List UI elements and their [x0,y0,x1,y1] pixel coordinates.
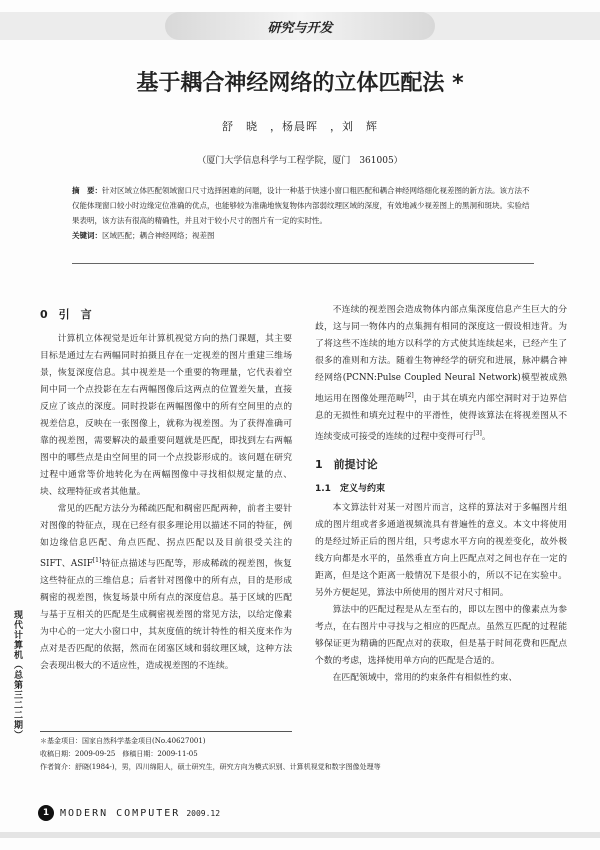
abstract-divider [72,263,534,264]
footnote-fund: ＊基金项目：国家自然科学基金项目(No.40627001) [40,737,206,745]
section-title: 研究与开发 [267,21,333,36]
footnote-divider [40,731,292,732]
section-paragraph-5: 算法中的匹配过程是从左至右的，即以左图中的像素点为参考点，在右图片中寻找与之相应的匹配点。虽然互匹配的过程能够保证更为精确的匹配点对的获取，但是基于时间花费和匹配点个数的考虑，选择使用单方向的匹配是合适的。 [315,604,567,666]
page-number: 1 [38,805,54,821]
article-title: 基于耦合神经网络的立体匹配法 * [136,71,464,96]
side-journal-label: 现代计算机（总第三二二期） [12,610,22,740]
intro-paragraph-1: 计算机立体视觉是近年计算机视觉方向的热门课题，其主要目标是通过左右两幅同时拍摄且存在一定视差的图片重建三维场景，恢复深度信息。其中视差是一个重要的物理量，它代表着空间中同一个点投影在左右两幅图像后这两点的位置差矢量，直接反应了该点的深度。同时投影在两幅图像中的所有空间里的点的视差信息，反映在一张图像上，就称为视差图。为了获得准确可靠的视差图，需要解决的最重要问题就是匹配，即找到左右两幅图中的哪些点是由空间里的同一个点投影形成的。该问题在研究过程中通常等价地转化为在两幅图像中寻找相似规定量的点、块、纹理特征或者其他量。 [40,334,292,497]
citation-1: [1] [92,557,102,564]
footnotes [40,735,560,774]
citation-3: [3] [473,429,482,437]
abstract-label: 摘 要： [72,186,102,195]
footnote-bio: 作者简介：舒晓(1984-)，男，四川绵阳人，硕士研究生，研究方向为模式识别、计算机视觉和数字图像处理等 [40,763,381,771]
section-0-heading: 0 引 言 [40,308,92,321]
paragraph-3-end: 。 [481,431,491,442]
article-authors: 舒 晓 ，杨晨晖 ，刘 辉 [222,120,378,133]
keywords-text: 区域匹配；耦合神经网络；视差图 [102,231,215,240]
section-paragraph-6: 在匹配领域中，常用的约束条件有相似性约束、 [332,672,518,683]
keywords-label: 关键词： [72,231,102,240]
section-paragraph-4: 本文算法针对某一对图片而言，这样的算法对于多幅图片组成的图片组或者多通道视频流具有普遍性的意义。本文中将使用的是经过矫正后的图片组，只考虑水平方向的视差变化，故外极线方向都是水平的，虽然垂直方向上匹配点对之间也存在一定的距离，但是这个距离一般情况下是很小的，所以不记在实验中。另外方便起见，算法中所使用的图片对尺寸相同。 [315,502,567,598]
paragraph-2-text: 常见的匹配方法分为稀疏匹配和稠密匹配两种，前者主要针对图像的特征点，现在已经有很多理论用以描述不同的特征，例如边缘信息匹配、角点匹配、拐点匹配以及目前很受关注的SIFT、ASIF [40,504,292,569]
issue-date: 2009.12 [186,808,221,818]
abstract-text: 针对区域立体匹配领域窗口尺寸选择困难的问题，设计一种基于快速小窗口粗匹配和耦合神经网络细化视差图的新方法。该方法不仅能体现窗口较小时边缘定位准确的优点，也能够较为准确地恢复物体内部弱纹理区域的深度，有效地减少视差图上的黑洞和斑块。实验结果表明，该方法有很高的精确性，并且对于较小尺寸的图片有一定的实时性。 [72,186,530,225]
intro-paragraph-2 [40,501,292,675]
bottom-band [0,832,600,838]
keywords-line [72,228,534,243]
footnote-dates: 收稿日期：2009-09-25 修稿日期：2009-11-05 [40,750,198,758]
paragraph-3-tail: ，由于其在填充内部空洞时对于边界信息的无损性和填充过程中的平滑性，使得该算法在将视差图从不连续变成可接受的连续的过程中变得可行 [315,393,567,442]
intro-paragraph-3 [315,302,567,446]
right-column [315,302,567,687]
article-affiliation: （厦门大学信息科学与工程学院，厦门 361005） [197,156,403,166]
page-footer [38,805,220,821]
section-1-1-heading: 1.1 定义与约束 [315,483,385,494]
paragraph-3-text: 不连续的视差图会造成物体内部点集深度信息产生巨大的分歧，这与同一物体内的点集拥有相同的深度这一假设相违背。为了将这些不连续的地方以科学的方式使其连续起来，已经产生了很多的准则和方法。随着生物神经学的研究和进展，脉冲耦合神经网络(PCNN:Pulse Coupled Neural Network)模型被成熟地运用在图像处理范畴 [315,305,567,404]
left-column [40,302,292,675]
citation-2: [2] [405,392,414,399]
paragraph-2-tail: 特征点描述与匹配等，形成稀疏的视差图，恢复这些特征点的三维信息；后者针对图像中的所有点，目的是形成稠密的视差图，恢复场景中所有点的深度信息。基于区域的匹配与基于互相关的匹配是生成稠密视差图的常见方法，以给定像素为中心的一定大小窗口中，其灰度值的统计特性的相关度来作为点对是否匹配的依据，然而在闭塞区域和弱纹理区域，这种方法会表现出极大的不适应性，造成视差图的不连续。 [40,558,292,671]
abstract-block [72,183,534,243]
abstract-paragraph [72,183,534,228]
magazine-name: MODERN COMPUTER [60,807,181,819]
section-1-heading: 1 前提讨论 [315,457,378,471]
